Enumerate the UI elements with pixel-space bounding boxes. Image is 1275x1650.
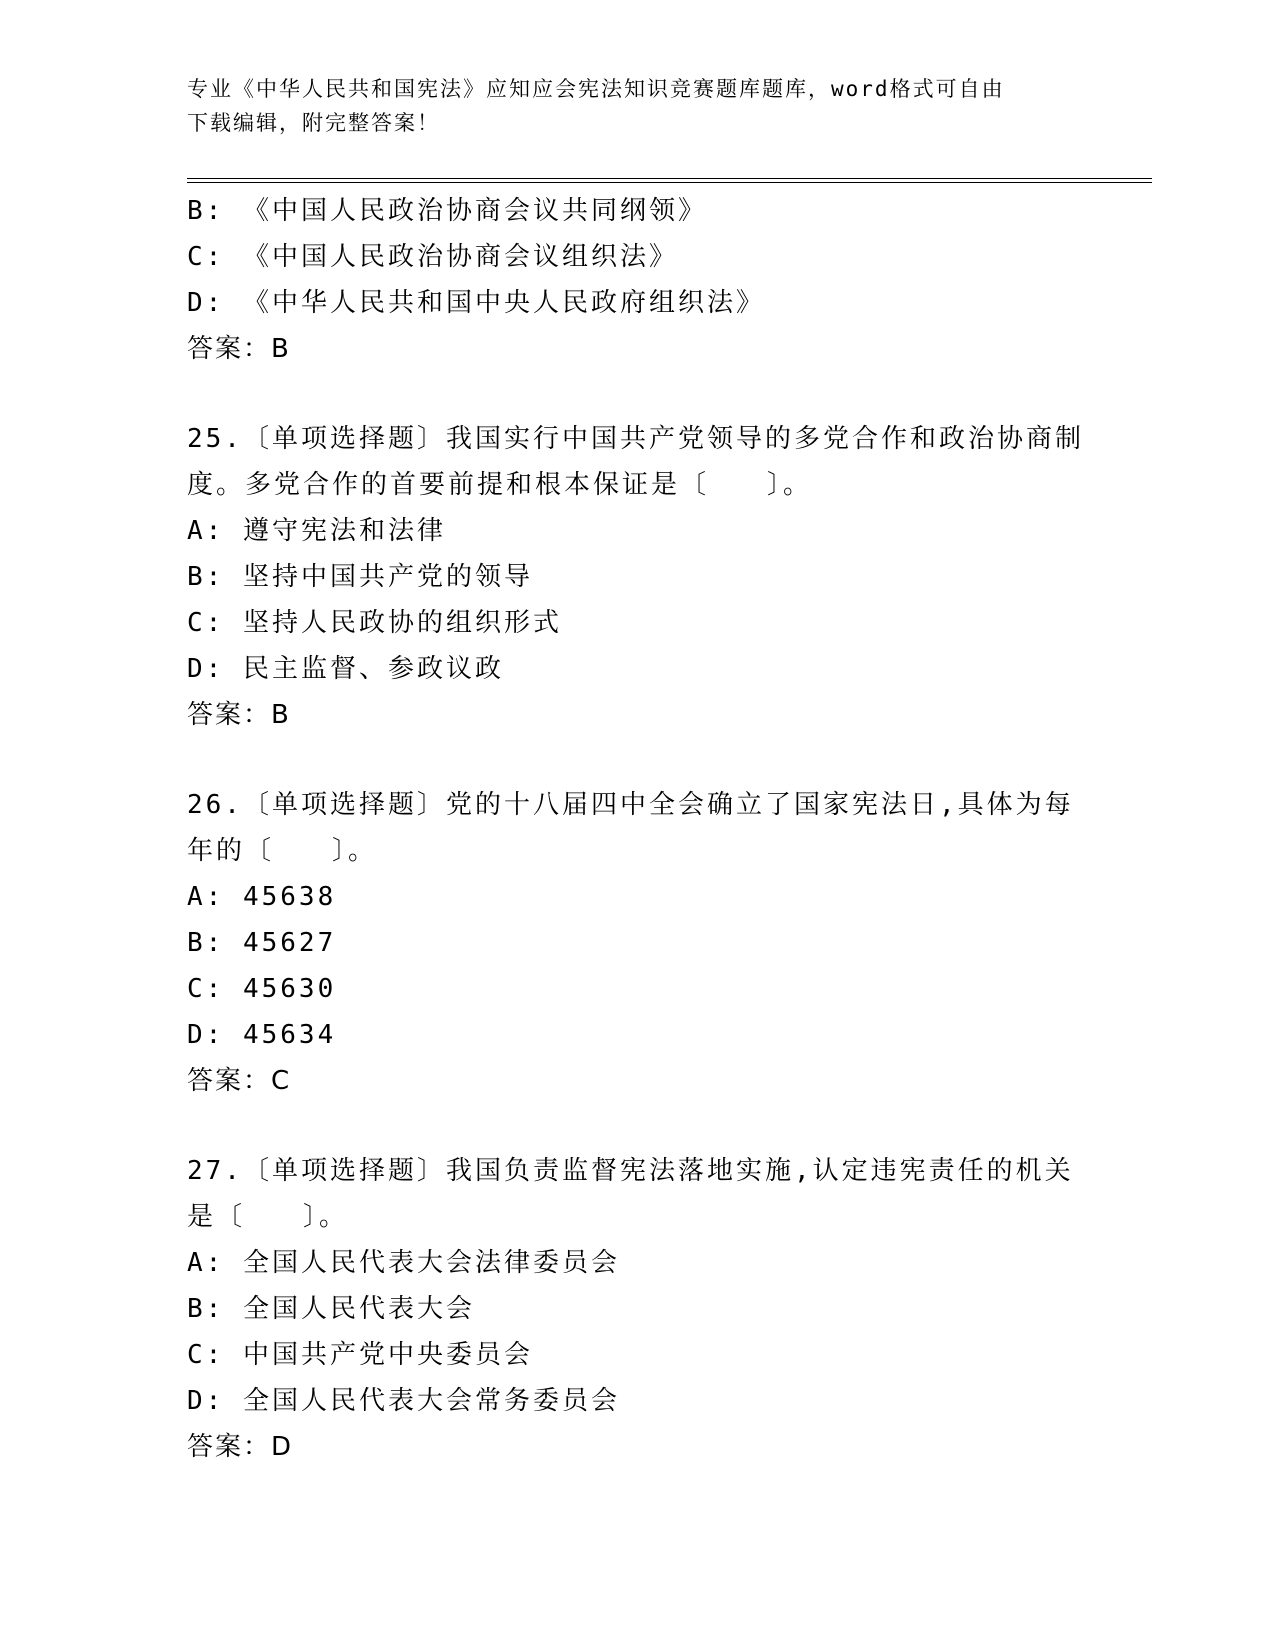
question-text-line-2: 年的〔 〕。	[187, 836, 378, 866]
header-divider-top	[187, 178, 1152, 179]
answer-line: 答案：B	[187, 334, 291, 364]
option-c: C: 45630	[187, 974, 337, 1004]
option-a: A: 45638	[187, 882, 337, 912]
option-c: C: 中国共产党中央委员会	[187, 1340, 533, 1370]
question-text-line-1: 25.〔单项选择题〕我国实行中国共产党领导的多党合作和政治协商制	[187, 424, 1084, 454]
answer-line: 答案：C	[187, 1066, 292, 1096]
option-b: B: 《中国人民政治协商会议共同纲领》	[187, 196, 707, 226]
document-header	[187, 72, 1087, 140]
option-a: A: 全国人民代表大会法律委员会	[187, 1248, 620, 1278]
header-line-2: 下载编辑，附完整答案！	[187, 111, 440, 135]
option-d: D: 45634	[187, 1020, 337, 1050]
option-b: B: 45627	[187, 928, 337, 958]
question-27	[187, 1148, 1127, 1470]
header-line-1: 专业《中华人民共和国宪法》应知应会宪法知识竞赛题库题库，word格式可自由	[187, 77, 1005, 101]
question-25	[187, 416, 1127, 738]
option-b: B: 全国人民代表大会	[187, 1294, 475, 1324]
option-d: D: 全国人民代表大会常务委员会	[187, 1386, 620, 1416]
answer-line: 答案：B	[187, 700, 291, 730]
answer-line: 答案：D	[187, 1432, 294, 1462]
question-26	[187, 782, 1127, 1104]
option-c: C: 《中国人民政治协商会议组织法》	[187, 242, 678, 272]
header-divider-bottom	[187, 182, 1152, 183]
option-a: A: 遵守宪法和法律	[187, 516, 446, 546]
previous-question-tail	[187, 188, 1127, 372]
question-text-line-1: 27.〔单项选择题〕我国负责监督宪法落地实施,认定违宪责任的机关	[187, 1156, 1074, 1186]
option-b: B: 坚持中国共产党的领导	[187, 562, 533, 592]
question-text-line-1: 26.〔单项选择题〕党的十八届四中全会确立了国家宪法日,具体为每	[187, 790, 1074, 820]
document-body	[187, 188, 1127, 1470]
option-d: D: 民主监督、参政议政	[187, 654, 504, 684]
option-c: C: 坚持人民政协的组织形式	[187, 608, 562, 638]
option-d: D: 《中华人民共和国中央人民政府组织法》	[187, 288, 765, 318]
question-text-line-2: 是〔 〕。	[187, 1202, 349, 1232]
question-text-line-2: 度。多党合作的首要前提和根本保证是〔 〕。	[187, 470, 813, 500]
